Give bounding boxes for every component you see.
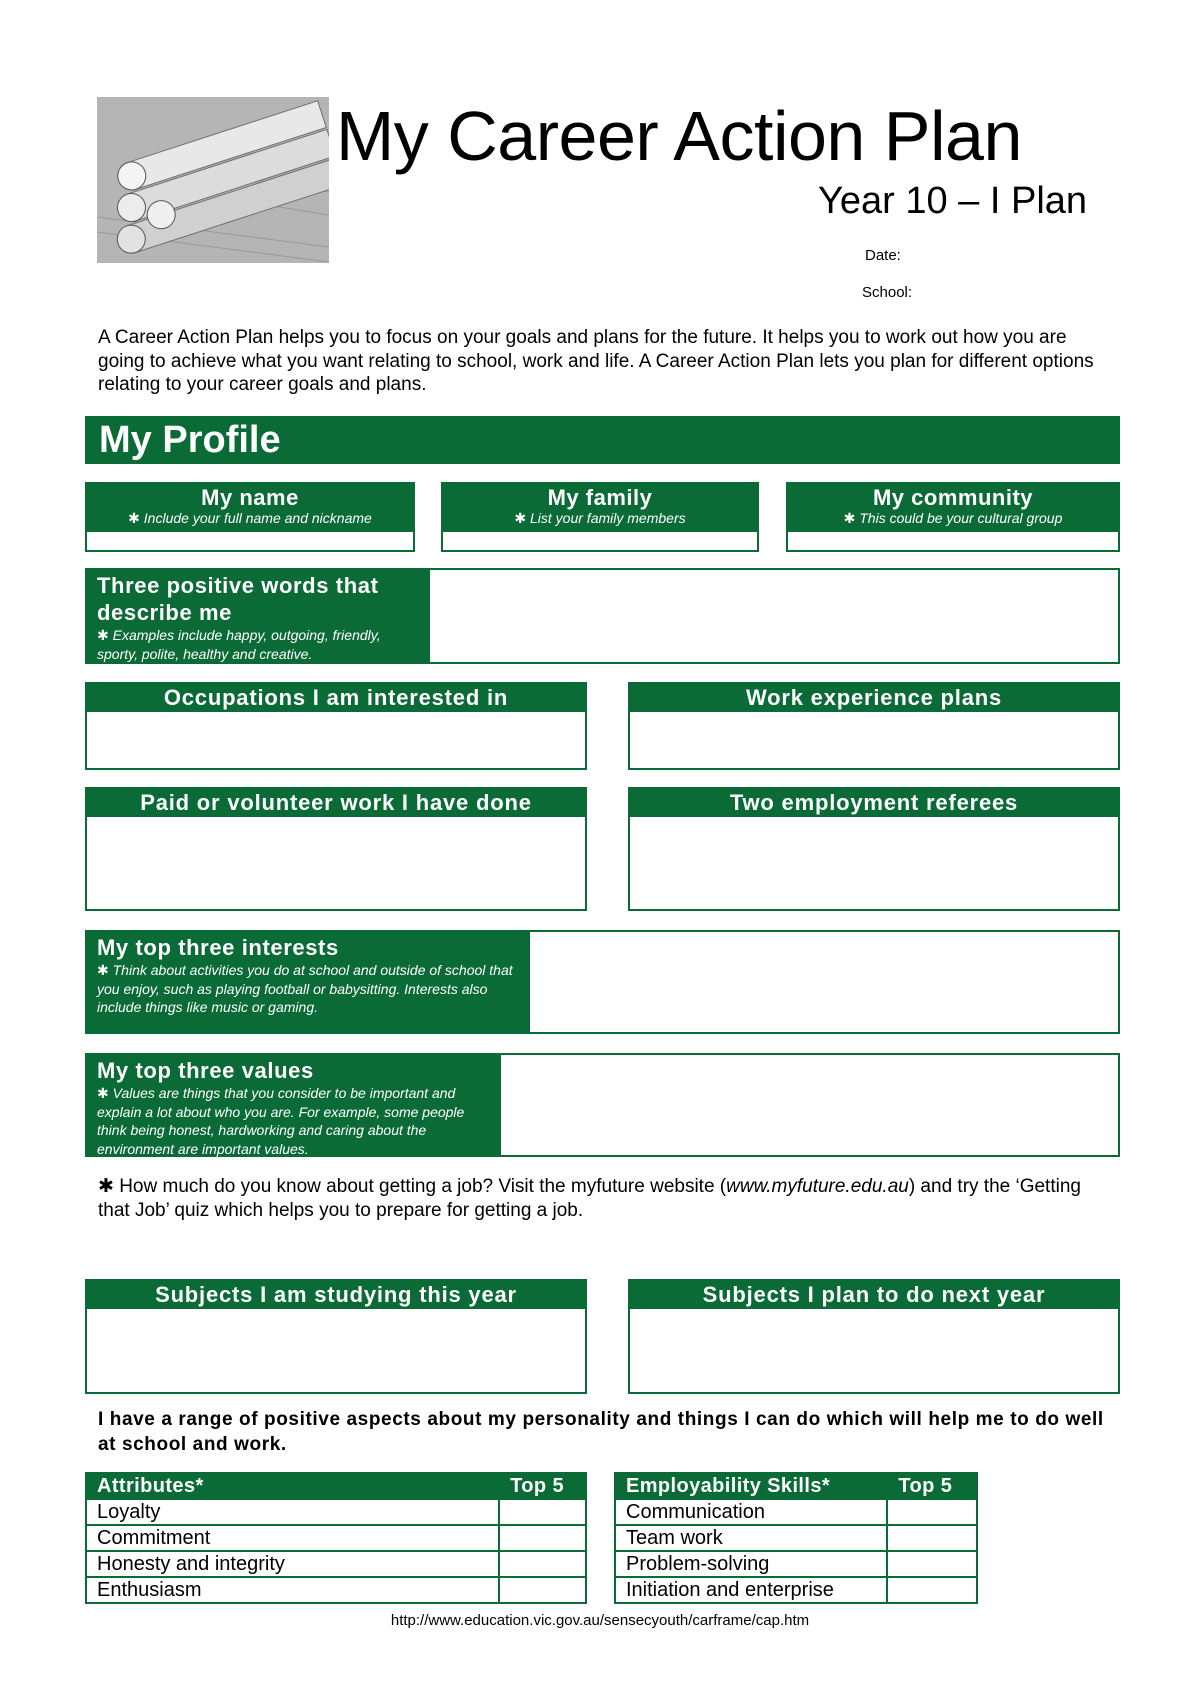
my-name-field[interactable] (87, 532, 413, 550)
occupations-field[interactable] (87, 712, 585, 768)
subjects-current-box (85, 1279, 587, 1394)
skill-top5-cell[interactable] (887, 1499, 977, 1525)
table-row (615, 1551, 977, 1577)
skills-header: Employability Skills* (615, 1473, 887, 1499)
my-community-title: My community (872, 485, 1034, 510)
my-family-note: ✱ List your family members (514, 510, 686, 526)
table-row (615, 1499, 977, 1525)
paid-work-field[interactable] (87, 817, 585, 909)
occupations-box (85, 682, 587, 770)
skill-top5-cell[interactable] (887, 1551, 977, 1577)
attributes-table (85, 1472, 587, 1604)
interests-field[interactable] (530, 932, 1118, 1032)
my-name-title: My name (201, 485, 299, 510)
attribute-top5-cell[interactable] (499, 1551, 586, 1577)
table-row (86, 1525, 586, 1551)
work-experience-box (628, 682, 1120, 770)
date-label: Date: (865, 247, 901, 264)
attributes-top5-header: Top 5 (499, 1473, 586, 1499)
positive-words-field[interactable] (430, 570, 1118, 662)
my-profile-heading: My Profile (85, 416, 1120, 464)
referees-title: Two employment referees (630, 789, 1118, 817)
skill-label: Problem-solving (615, 1551, 887, 1577)
footer-url[interactable]: http://www.education.vic.gov.au/sensecyouth/carframe/cap.htm (390, 1612, 810, 1629)
positive-aspects-text: I have a range of positive aspects about my personality and things I can do which will help me to do well at school and work. (98, 1409, 1104, 1455)
myfuture-link[interactable]: www.myfuture.edu.au (726, 1176, 909, 1197)
page-subtitle: Year 10 – I Plan (818, 180, 1088, 222)
my-name-note: ✱ Include your full name and nickname (128, 510, 372, 526)
subjects-current-title: Subjects I am studying this year (87, 1281, 585, 1309)
table-row (615, 1577, 977, 1603)
attribute-label: Loyalty (86, 1499, 499, 1525)
header-photo-rolled-plans (97, 97, 329, 263)
occupations-title: Occupations I am interested in (87, 684, 585, 712)
subjects-next-box (628, 1279, 1120, 1394)
values-box (85, 1053, 1120, 1157)
values-field[interactable] (501, 1055, 1118, 1155)
positive-words-title: Three positive words that describe me (97, 573, 379, 625)
my-family-box (441, 482, 759, 552)
paid-work-box (85, 787, 587, 911)
page-title: My Career Action Plan (336, 97, 1022, 175)
footnote-text-start: ✱ How much do you know about getting a job? Visit the myfuture website ( (98, 1176, 727, 1197)
positive-words-note: ✱ Examples include happy, outgoing, friendly, sporty, polite, healthy and creative. (97, 627, 381, 662)
skills-header-row (615, 1473, 977, 1499)
attribute-top5-cell[interactable] (499, 1499, 586, 1525)
subjects-next-field[interactable] (630, 1309, 1118, 1392)
attribute-top5-cell[interactable] (499, 1577, 586, 1603)
intro-paragraph: A Career Action Plan helps you to focus on your goals and plans for the future. It helps you to work out how you are going to achieve what you want relating to school, work and life. A Career Action Plan lets you plan for different options relating to your career goals and plans. (98, 327, 1094, 395)
work-experience-field[interactable] (630, 712, 1118, 768)
skill-label: Communication (615, 1499, 887, 1525)
subjects-next-title: Subjects I plan to do next year (630, 1281, 1118, 1309)
my-name-box (85, 482, 415, 552)
subjects-current-field[interactable] (87, 1309, 585, 1392)
referees-box (628, 787, 1120, 911)
my-community-header (788, 484, 1118, 532)
positive-words-box (85, 568, 1120, 664)
table-row (86, 1577, 586, 1603)
skill-top5-cell[interactable] (887, 1577, 977, 1603)
interests-header (87, 932, 530, 1032)
values-header (87, 1055, 501, 1155)
table-row (86, 1499, 586, 1525)
my-family-title: My family (547, 485, 653, 510)
my-community-note: ✱ This could be your cultural group (843, 510, 1063, 526)
work-experience-title: Work experience plans (630, 684, 1118, 712)
attribute-top5-cell[interactable] (499, 1525, 586, 1551)
skills-top5-header: Top 5 (887, 1473, 977, 1499)
skill-label: Team work (615, 1525, 887, 1551)
values-note: ✱ Values are things that you consider to be important and explain a lot about who you are. For example, some people think being honest, hardworking and caring about the environment are important values. (97, 1085, 465, 1157)
school-label: School: (862, 284, 913, 301)
table-row (86, 1551, 586, 1577)
attribute-label: Enthusiasm (86, 1577, 499, 1603)
positive-words-header (87, 570, 430, 662)
interests-title: My top three interests (97, 935, 339, 960)
myfuture-footnote (98, 1175, 1108, 1223)
paid-work-title: Paid or volunteer work I have done (87, 789, 585, 817)
interests-note: ✱ Think about activities you do at school and outside of school that you enjoy, such as playing football or babysitting. Interests also include things like music or gaming. (97, 962, 513, 1015)
referees-field[interactable] (630, 817, 1118, 909)
values-title: My top three values (97, 1058, 314, 1083)
my-family-field[interactable] (443, 532, 757, 550)
attribute-label: Honesty and integrity (86, 1551, 499, 1577)
interests-box (85, 930, 1120, 1034)
skill-top5-cell[interactable] (887, 1525, 977, 1551)
attributes-header-row (86, 1473, 586, 1499)
attribute-label: Commitment (86, 1525, 499, 1551)
attributes-header: Attributes* (86, 1473, 499, 1499)
skill-label: Initiation and enterprise (615, 1577, 887, 1603)
my-family-header (443, 484, 757, 532)
my-community-box (786, 482, 1120, 552)
footnote-text-end: ) and try the ‘Getting that Job’ quiz which helps you to prepare for getting a job. (98, 1176, 1081, 1221)
table-row (615, 1525, 977, 1551)
my-community-field[interactable] (788, 532, 1118, 550)
my-name-header (87, 484, 413, 532)
employability-skills-table (614, 1472, 978, 1604)
